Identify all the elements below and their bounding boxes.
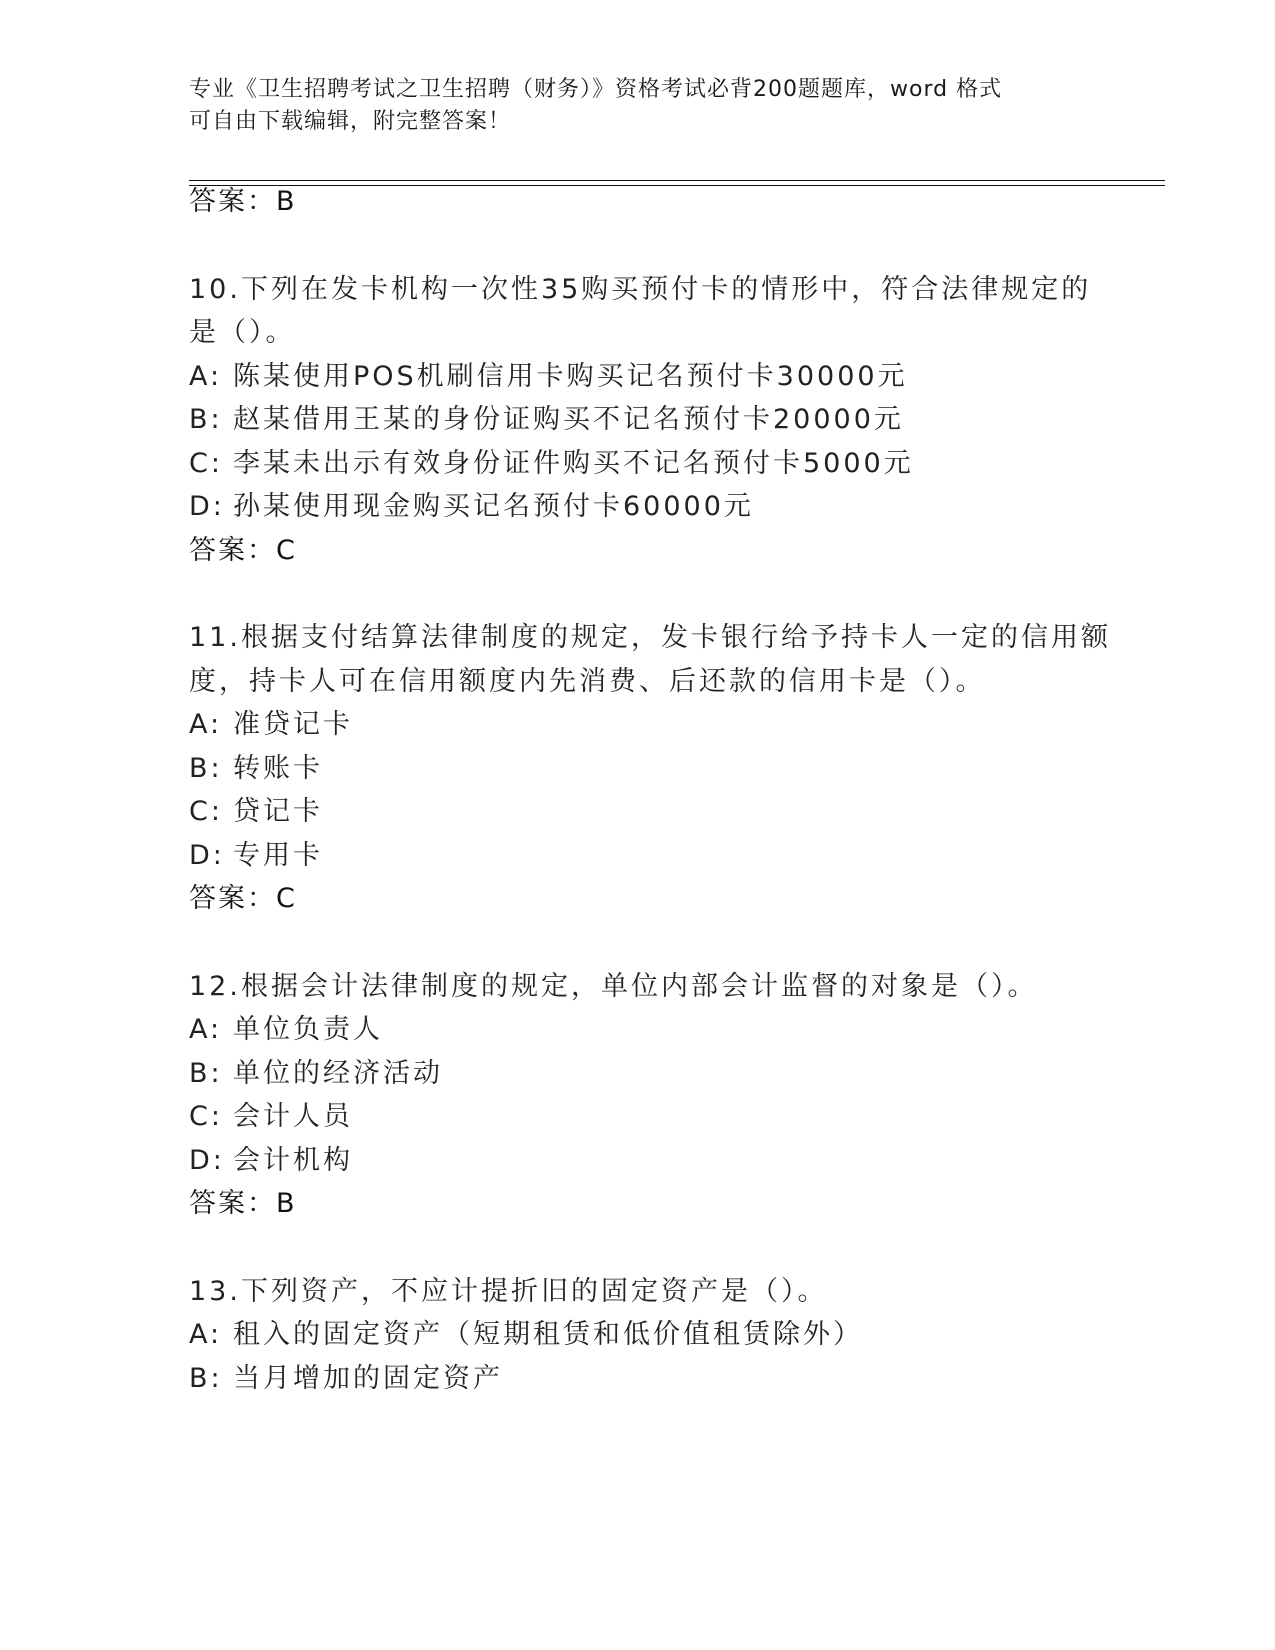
option-line <box>189 1144 353 1178</box>
question-stem: 是（）。 <box>189 317 296 348</box>
option-text: 转账卡 <box>233 753 323 784</box>
option-key: B: <box>189 404 223 435</box>
option-text: 贷记卡 <box>233 796 323 827</box>
option-line <box>189 708 353 742</box>
option-text: 租入的固定资产（短期租赁和低价值租赁除外） <box>233 1319 863 1350</box>
option-text: 会计机构 <box>233 1145 353 1176</box>
option-line <box>189 490 754 524</box>
option-key: B: <box>189 1058 223 1089</box>
option-line <box>189 839 323 873</box>
header-line-2: 可自由下载编辑，附完整答案！ <box>189 109 512 134</box>
option-text: 会计人员 <box>233 1101 353 1132</box>
option-key: B: <box>189 753 223 784</box>
option-text: 单位的经济活动 <box>233 1058 443 1089</box>
header-divider-secondary <box>189 185 1165 186</box>
option-key: D: <box>189 840 225 871</box>
option-text: 陈某使用POS机刷信用卡购买记名预付卡30000元 <box>233 361 908 392</box>
option-line <box>189 1362 503 1396</box>
answer-line: 答案：C <box>189 535 297 566</box>
option-key: D: <box>189 491 225 522</box>
option-line <box>189 360 908 394</box>
answer-line: 答案：C <box>189 883 297 914</box>
option-key: A: <box>189 1014 223 1045</box>
question-stem: 11.根据支付结算法律制度的规定，发卡银行给予持卡人一定的信用额 <box>189 622 1111 653</box>
answer-line: 答案：B <box>189 1188 297 1219</box>
option-line <box>189 1100 353 1134</box>
question-stem: 13.下列资产，不应计提折旧的固定资产是（）。 <box>189 1276 828 1307</box>
option-text: 孙某使用现金购买记名预付卡60000元 <box>233 491 754 522</box>
option-key: A: <box>189 1319 223 1350</box>
option-line <box>189 1318 863 1352</box>
option-text: 单位负责人 <box>233 1014 383 1045</box>
question-stem: 度，持卡人可在信用额度内先消费、后还款的信用卡是（）。 <box>189 666 986 697</box>
option-key: D: <box>189 1145 225 1176</box>
option-line <box>189 795 323 829</box>
option-line <box>189 403 904 437</box>
option-line <box>189 1013 383 1047</box>
header-line-1: 专业《卫生招聘考试之卫生招聘（财务）》资格考试必背200题题库，word 格式 <box>189 77 1003 102</box>
option-key: C: <box>189 1101 223 1132</box>
page-header <box>189 74 1069 138</box>
option-key: A: <box>189 709 223 740</box>
option-line <box>189 752 323 786</box>
option-text: 李某未出示有效身份证件购买不记名预付卡5000元 <box>233 448 914 479</box>
option-key: B: <box>189 1363 223 1394</box>
option-key: C: <box>189 448 223 479</box>
question-stem: 12.根据会计法律制度的规定，单位内部会计监督的对象是（）。 <box>189 971 1038 1002</box>
option-text: 准贷记卡 <box>233 709 353 740</box>
option-text: 专用卡 <box>233 840 323 871</box>
option-key: A: <box>189 361 223 392</box>
option-text: 赵某借用王某的身份证购买不记名预付卡20000元 <box>233 404 904 435</box>
question-stem: 10.下列在发卡机构一次性35购买预付卡的情形中，符合法律规定的 <box>189 274 1092 305</box>
option-key: C: <box>189 796 223 827</box>
answer-line: 答案：B <box>189 186 297 217</box>
option-text: 当月增加的固定资产 <box>233 1363 503 1394</box>
option-line <box>189 447 914 481</box>
header-divider <box>189 180 1165 181</box>
option-line <box>189 1057 443 1091</box>
